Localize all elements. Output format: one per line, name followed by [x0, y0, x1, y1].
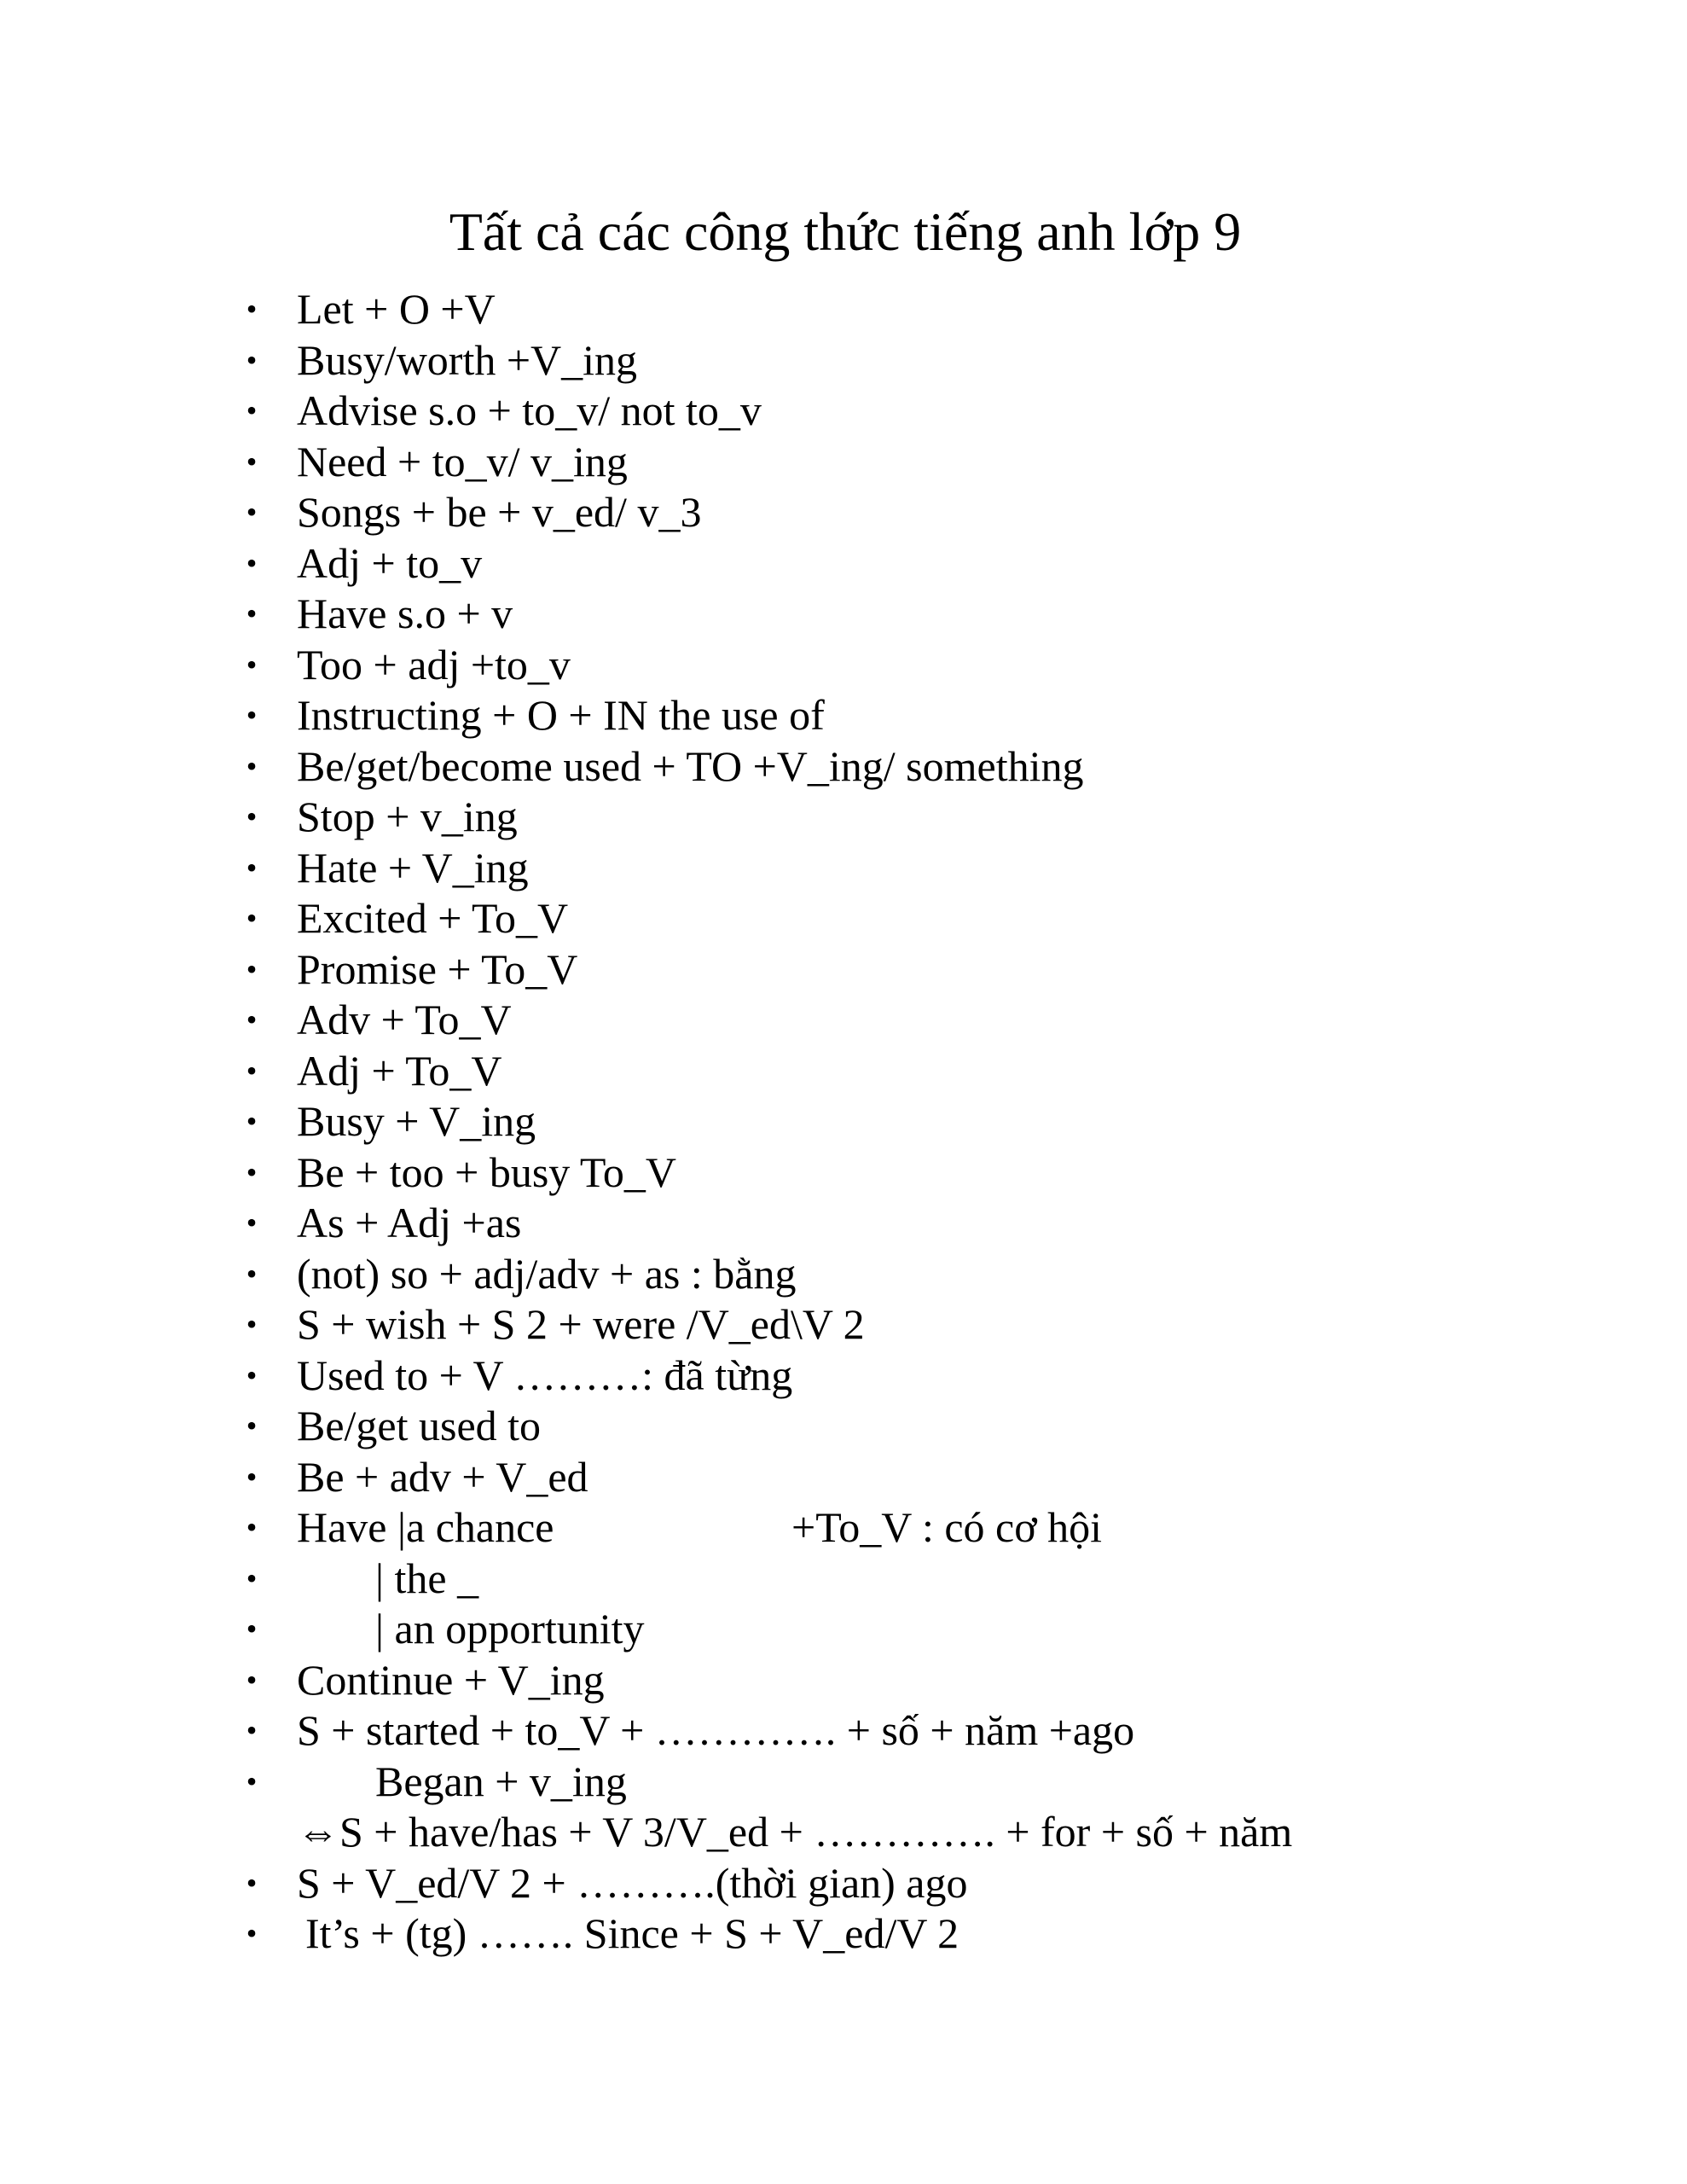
bullet-icon: •	[246, 1713, 258, 1747]
list-item	[0, 1655, 1687, 1706]
item-text: Advise s.o + to_v/ not to_v	[297, 386, 762, 434]
bullet-icon: •	[246, 1662, 258, 1697]
item-text: Adj + to_v	[297, 538, 483, 587]
item-text: | the _	[375, 1554, 479, 1602]
list-item	[0, 1350, 1687, 1402]
page-title: Tất cả các công thức tiếng anh lớp 9	[449, 201, 1242, 262]
item-text: Continue + V_ing	[297, 1655, 605, 1704]
item-text: Used to + V ………: đã từng	[297, 1350, 793, 1399]
bullet-icon: •	[246, 951, 258, 986]
list-item	[0, 386, 1687, 437]
bullet-icon: •	[246, 1104, 258, 1138]
bullet-icon: •	[246, 1053, 258, 1088]
bullet-icon: •	[246, 1763, 258, 1798]
bullet-icon: •	[246, 1002, 258, 1037]
list-item	[0, 335, 1687, 386]
bullet-icon: •	[246, 799, 258, 834]
item-text-equivalent: ⇔S + have/has + V 3/V_ed + …………. + for + số + năm	[297, 1808, 1293, 1856]
bullet-icon: •	[246, 545, 258, 580]
item-text: Be/get used to	[297, 1402, 542, 1449]
bullet-icon: •	[246, 292, 258, 326]
bullet-icon: •	[246, 1560, 258, 1595]
list-item	[0, 1198, 1687, 1249]
item-text: As + Adj +as	[297, 1199, 522, 1246]
bullet-icon: •	[246, 1459, 258, 1494]
list-item	[0, 741, 1687, 793]
item-text: Need + to_v/ v_ing	[297, 437, 628, 485]
bullet-icon: •	[246, 1612, 258, 1646]
item-text: S + wish + S 2 + were /V_ed\V 2	[297, 1300, 865, 1348]
item-text: Have |a chance	[297, 1503, 554, 1551]
item-text: Hate + V_ing	[297, 843, 529, 892]
item-text: Stop + v_ing	[297, 793, 518, 840]
bullet-icon: •	[246, 1357, 258, 1392]
item-text-right: +To_V : có cơ hội	[791, 1503, 1103, 1551]
item-text: Busy + V_ing	[297, 1097, 536, 1145]
list-item	[0, 944, 1687, 996]
list-item	[0, 437, 1687, 488]
item-text: (not) so + adj/adv + as : bằng	[297, 1249, 797, 1298]
item-text: Too + adj +to_v	[297, 640, 571, 688]
list-item	[0, 1046, 1687, 1097]
list-item	[0, 538, 1687, 590]
item-text: Songs + be + v_ed/ v_3	[297, 488, 702, 536]
bullet-icon: •	[246, 1916, 258, 1950]
item-text: It’s + (tg) ……. Since + S + V_ed/V 2	[305, 1909, 959, 1957]
list-item-chance-the	[0, 1554, 1687, 1605]
list-item	[0, 1249, 1687, 1300]
list-item	[0, 640, 1687, 691]
item-text: Began + v_ing	[375, 1757, 627, 1805]
list-item	[0, 1908, 1687, 1960]
list-item-chance-opportunity	[0, 1604, 1687, 1655]
item-text: Promise + To_V	[297, 944, 578, 993]
list-item	[0, 1452, 1687, 1503]
item-text: Adj + To_V	[297, 1046, 502, 1095]
list-item	[0, 690, 1687, 741]
item-text: S + V_ed/V 2 + ……….(thời gian) ago	[297, 1858, 968, 1907]
bullet-icon: •	[246, 1256, 258, 1291]
bullet-icon: •	[246, 1307, 258, 1341]
list-item	[0, 843, 1687, 894]
item-text: S + started + to_V + …………. + số + năm +ago	[297, 1706, 1135, 1754]
formula-list	[0, 284, 1687, 1960]
item-text: Be/get/become used + TO +V_ing/ something	[297, 741, 1084, 790]
list-item	[0, 1299, 1687, 1350]
list-item	[0, 487, 1687, 538]
list-item-began	[0, 1757, 1687, 1858]
item-text: Adv + To_V	[297, 996, 512, 1043]
list-item	[0, 284, 1687, 335]
bullet-icon: •	[246, 342, 258, 377]
bullet-icon: •	[246, 698, 258, 732]
item-text: Busy/worth +V_ing	[297, 335, 638, 384]
list-item-chance	[0, 1502, 1687, 1554]
bullet-icon: •	[246, 1154, 258, 1189]
bullet-icon: •	[246, 596, 258, 630]
list-item	[0, 1401, 1687, 1452]
list-item	[0, 995, 1687, 1046]
bullet-icon: •	[246, 1409, 258, 1443]
bullet-icon: •	[246, 393, 258, 427]
item-text: Instructing + O + IN the use of	[297, 691, 825, 739]
list-item	[0, 1147, 1687, 1199]
bullet-icon: •	[246, 495, 258, 529]
bullet-icon: •	[246, 1865, 258, 1900]
bullet-icon: •	[246, 901, 258, 935]
bullet-icon: •	[246, 748, 258, 783]
item-text: Excited + To_V	[297, 894, 569, 942]
item-text: | an opportunity	[375, 1605, 645, 1653]
item-text: Be + adv + V_ed	[297, 1452, 588, 1501]
item-text: Let + O +V	[297, 285, 496, 333]
bullet-icon: •	[246, 444, 258, 479]
list-item	[0, 1858, 1687, 1909]
bullet-icon: •	[246, 1510, 258, 1544]
list-item	[0, 1096, 1687, 1147]
bullet-icon: •	[246, 647, 258, 682]
list-item	[0, 893, 1687, 944]
list-item	[0, 589, 1687, 640]
item-text: Have s.o + v	[297, 590, 513, 637]
item-text: Be + too + busy To_V	[297, 1147, 677, 1196]
list-item-started	[0, 1705, 1687, 1757]
bullet-icon: •	[246, 850, 258, 885]
list-item	[0, 792, 1687, 843]
bullet-icon: •	[246, 1205, 258, 1240]
